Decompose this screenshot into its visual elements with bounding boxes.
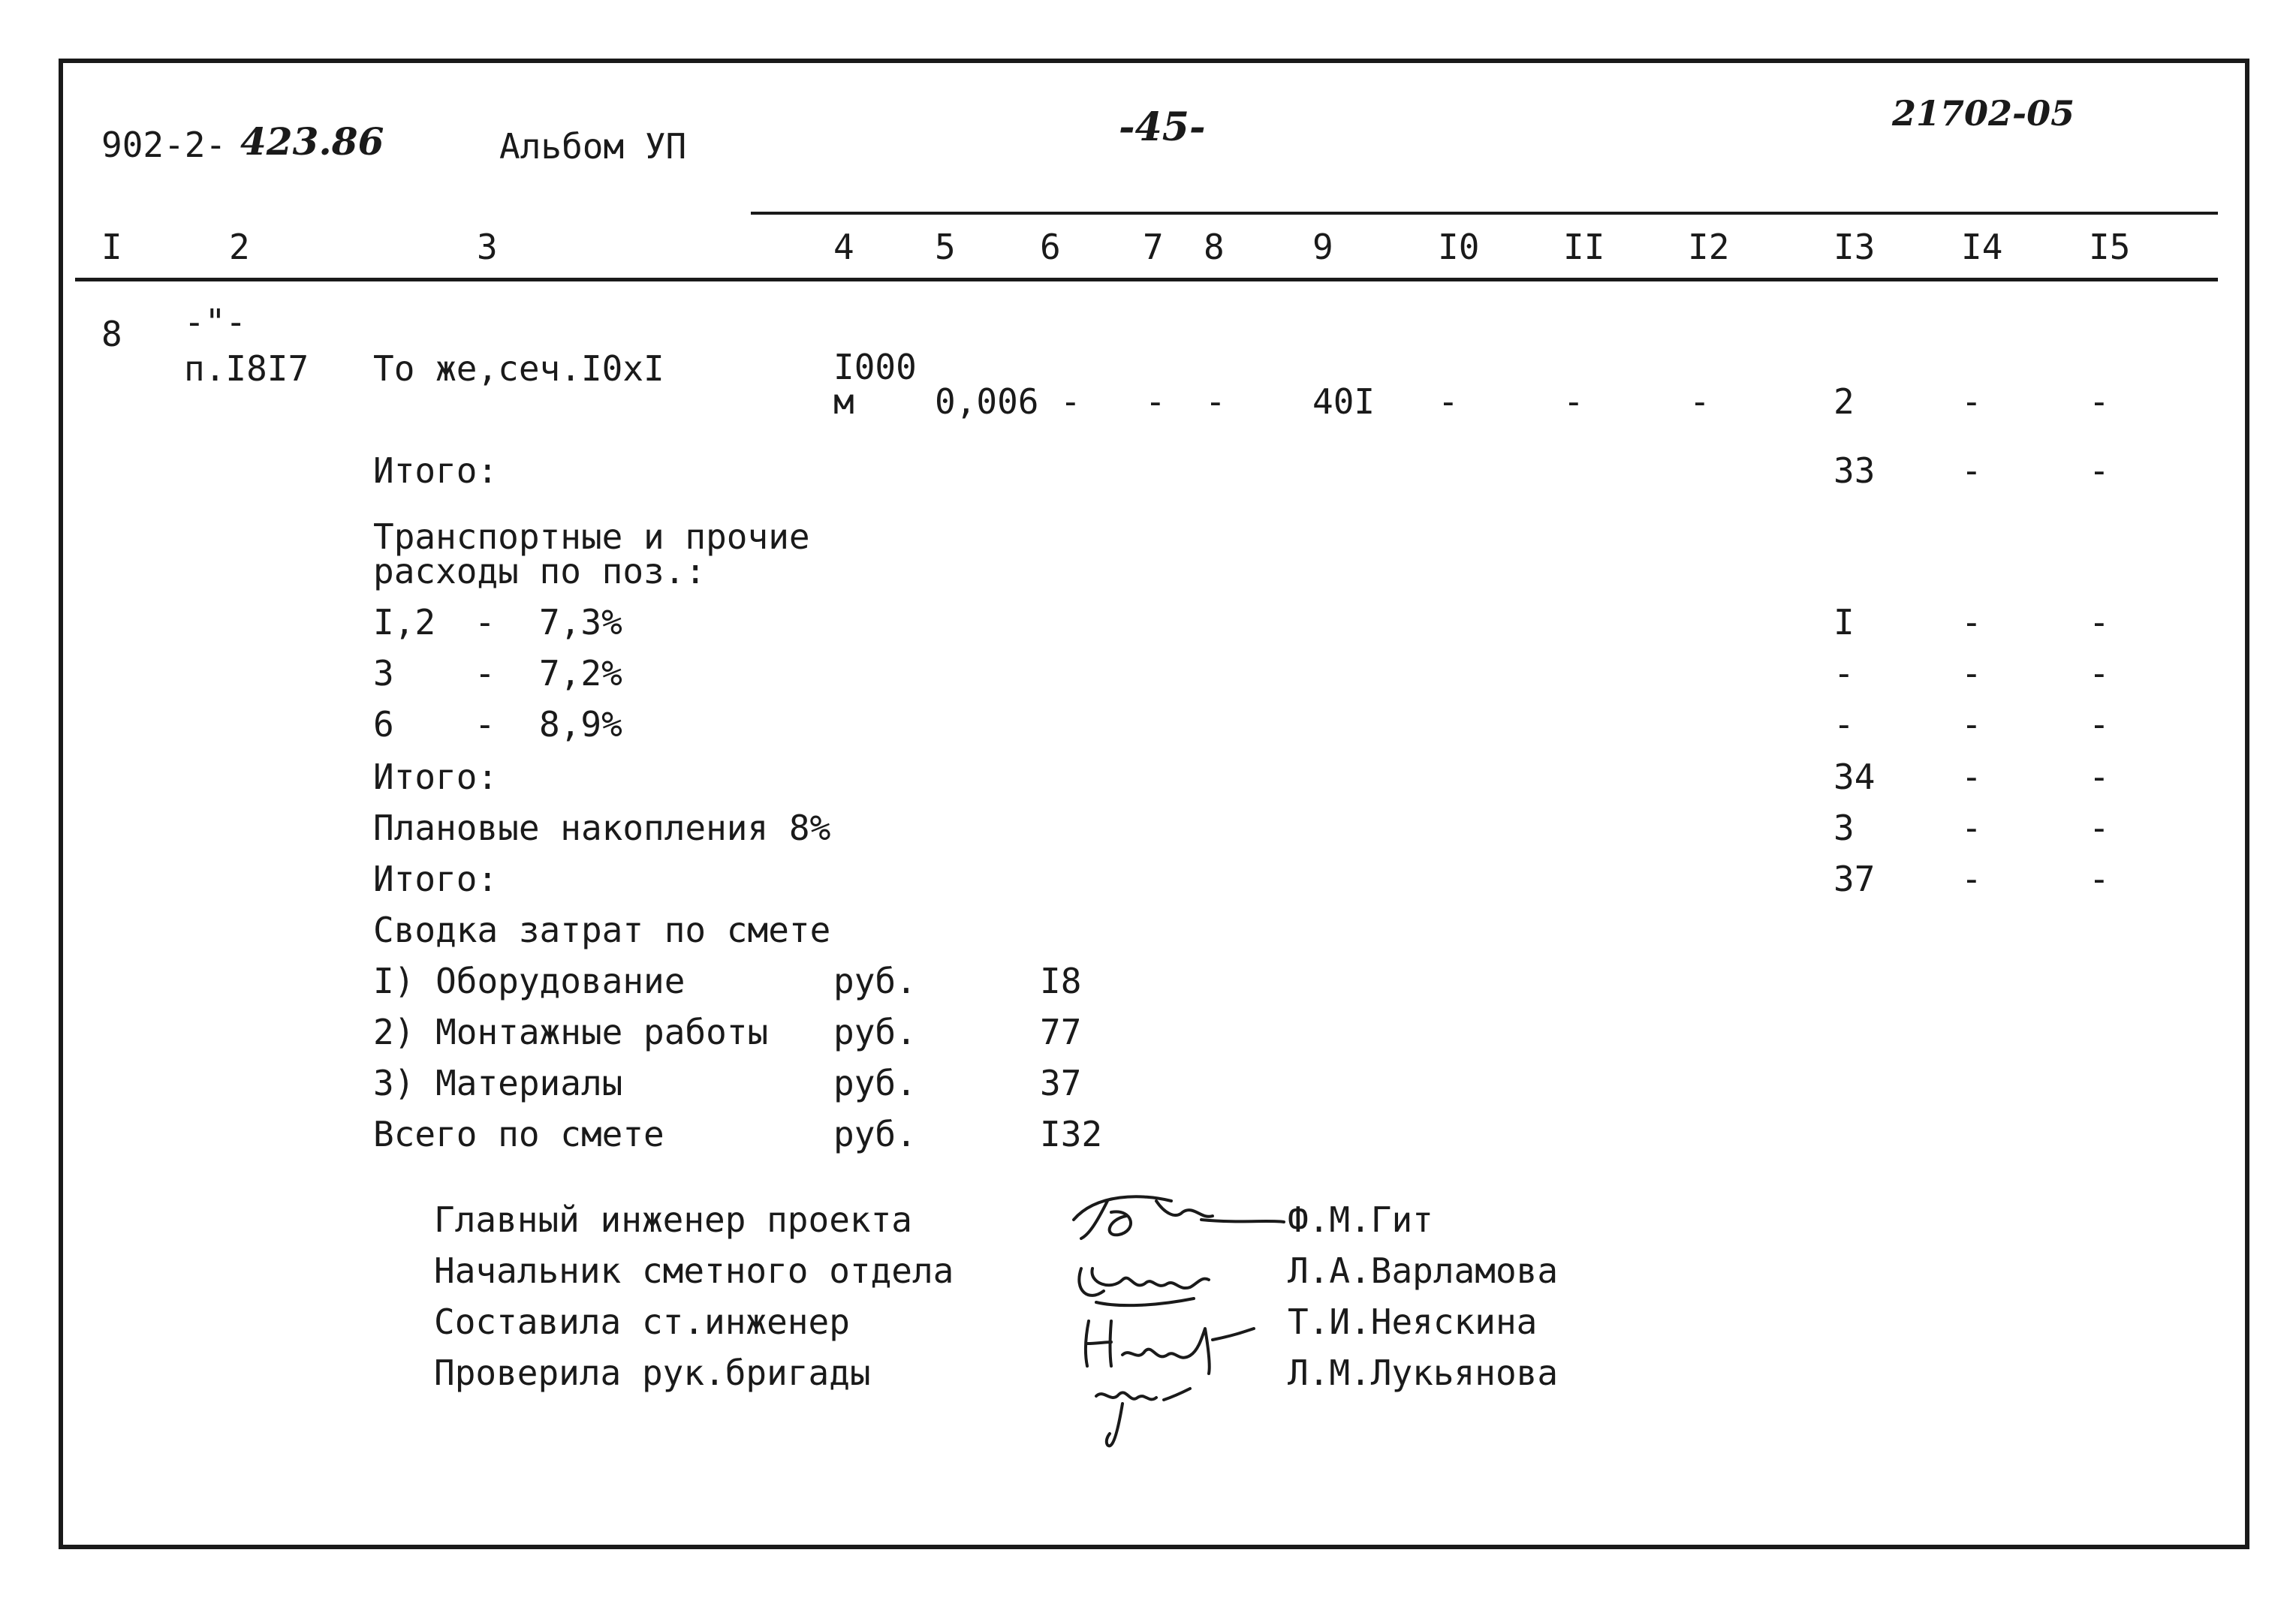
item-col9: 40I bbox=[1312, 381, 1375, 422]
signatory-role: Составила ст.инженер bbox=[434, 1302, 850, 1342]
page-number: -45- bbox=[1119, 104, 1206, 150]
planned-col15: - bbox=[2089, 808, 2110, 848]
subtotal-col14: - bbox=[1961, 450, 1982, 491]
summary-title: Сводка затрат по смете bbox=[373, 910, 831, 950]
summary-unit: руб. bbox=[833, 961, 917, 1001]
signatory-name: Ф.М.Гит bbox=[1288, 1199, 1433, 1240]
subtotal-col14: - bbox=[1961, 859, 1982, 899]
column-header: 3 bbox=[477, 227, 498, 267]
signatory-name: Л.А.Варламова bbox=[1288, 1250, 1559, 1291]
rate-position: 6 bbox=[373, 704, 394, 745]
item-col6: - bbox=[1060, 381, 1081, 422]
rate-col15: - bbox=[2089, 704, 2110, 745]
rate-dash: - bbox=[475, 653, 496, 694]
handwritten-signatures bbox=[1051, 1178, 1299, 1456]
column-header: 5 bbox=[935, 227, 956, 267]
column-header: I0 bbox=[1438, 227, 1480, 267]
item-description: То же,сеч.I0xI bbox=[373, 348, 664, 389]
item-col7: - bbox=[1145, 381, 1166, 422]
summary-label: 2) Монтажные работы bbox=[373, 1012, 769, 1052]
rate-position: 3 bbox=[373, 653, 394, 694]
subtotal-col13: 34 bbox=[1833, 757, 1876, 797]
signatory-role: Главный инженер проекта bbox=[434, 1199, 912, 1240]
item-col15: - bbox=[2089, 381, 2110, 422]
rate-col13: - bbox=[1833, 653, 1855, 694]
summary-unit: руб. bbox=[833, 1114, 917, 1154]
item-reference: п.I8I7 bbox=[184, 348, 309, 389]
header-rule-top bbox=[751, 212, 2218, 215]
header-rule-bottom bbox=[75, 278, 2218, 281]
item-col8: - bbox=[1205, 381, 1226, 422]
project-code-prefix: 902-2- bbox=[101, 125, 227, 165]
column-header: 6 bbox=[1040, 227, 1061, 267]
item-unit-bottom: м bbox=[833, 381, 854, 422]
column-header: 7 bbox=[1143, 227, 1164, 267]
summary-value: 37 bbox=[1040, 1063, 1082, 1103]
signature-chief-engineer bbox=[1074, 1196, 1284, 1238]
rate-dash: - bbox=[475, 704, 496, 745]
column-header: 2 bbox=[229, 227, 250, 267]
summary-value: I32 bbox=[1040, 1114, 1103, 1154]
subtotal-col13: 33 bbox=[1833, 450, 1876, 491]
summary-value: I8 bbox=[1040, 961, 1082, 1001]
signatory-name: Т.И.Неяскина bbox=[1288, 1302, 1538, 1342]
transport-heading: Транспортные и прочие bbox=[373, 516, 810, 557]
column-header: I3 bbox=[1833, 227, 1876, 267]
doc-number: 21702-05 bbox=[1892, 93, 2075, 134]
item-col11: - bbox=[1563, 381, 1584, 422]
rate-value: 8,9% bbox=[539, 704, 622, 745]
subtotal-col15: - bbox=[2089, 450, 2110, 491]
subtotal-col14: - bbox=[1961, 757, 1982, 797]
signatory-name: Л.М.Лукьянова bbox=[1288, 1353, 1559, 1393]
subtotal-col15: - bbox=[2089, 757, 2110, 797]
rate-value: 7,3% bbox=[539, 602, 622, 643]
summary-label: 3) Материалы bbox=[373, 1063, 623, 1103]
rate-col14: - bbox=[1961, 704, 1982, 745]
item-col12: - bbox=[1689, 381, 1710, 422]
item-col10: - bbox=[1438, 381, 1459, 422]
signatory-role: Начальник сметного отдела bbox=[434, 1250, 954, 1291]
item-col14: - bbox=[1961, 381, 1982, 422]
column-header: I4 bbox=[1961, 227, 2003, 267]
project-code-handwritten: 423.86 bbox=[240, 119, 384, 164]
summary-value: 77 bbox=[1040, 1012, 1082, 1052]
signature-estimating-head bbox=[1079, 1268, 1209, 1305]
column-header: 9 bbox=[1312, 227, 1333, 267]
item-unit-top: I000 bbox=[833, 347, 917, 387]
rate-col13: I bbox=[1833, 602, 1855, 643]
planned-label: Плановые накопления 8% bbox=[373, 808, 831, 848]
transport-heading-cont: расходы по поз.: bbox=[373, 551, 707, 591]
column-header: I2 bbox=[1688, 227, 1730, 267]
planned-col14: - bbox=[1961, 808, 1982, 848]
rate-col13: - bbox=[1833, 704, 1855, 745]
summary-label: I) Оборудование bbox=[373, 961, 685, 1001]
item-number: 8 bbox=[101, 314, 122, 354]
subtotal-label: Итого: bbox=[373, 859, 499, 899]
column-header: I bbox=[101, 227, 122, 267]
planned-col13: 3 bbox=[1833, 808, 1855, 848]
signature-team-lead bbox=[1096, 1389, 1190, 1446]
album-label: Альбом УП bbox=[499, 126, 687, 167]
summary-unit: руб. bbox=[833, 1012, 917, 1052]
rate-col14: - bbox=[1961, 602, 1982, 643]
summary-unit: руб. bbox=[833, 1063, 917, 1103]
item-ditto: -"- bbox=[184, 302, 247, 342]
rate-col14: - bbox=[1961, 653, 1982, 694]
column-header: 4 bbox=[833, 227, 854, 267]
subtotal-col15: - bbox=[2089, 859, 2110, 899]
rate-col15: - bbox=[2089, 602, 2110, 643]
rate-position: I,2 bbox=[373, 602, 436, 643]
rate-dash: - bbox=[475, 602, 496, 643]
signatory-role: Проверила рук.бригады bbox=[434, 1353, 871, 1393]
rate-col15: - bbox=[2089, 653, 2110, 694]
rate-value: 7,2% bbox=[539, 653, 622, 694]
item-quantity: 0,006 bbox=[935, 381, 1039, 422]
item-col13: 2 bbox=[1833, 381, 1855, 422]
subtotal-label: Итого: bbox=[373, 757, 499, 797]
subtotal-col13: 37 bbox=[1833, 859, 1876, 899]
column-header: II bbox=[1563, 227, 1605, 267]
column-header: 8 bbox=[1204, 227, 1225, 267]
column-header: I5 bbox=[2089, 227, 2131, 267]
signature-engineer bbox=[1086, 1321, 1254, 1374]
summary-label: Всего по смете bbox=[373, 1114, 664, 1154]
subtotal-label: Итого: bbox=[373, 450, 499, 491]
